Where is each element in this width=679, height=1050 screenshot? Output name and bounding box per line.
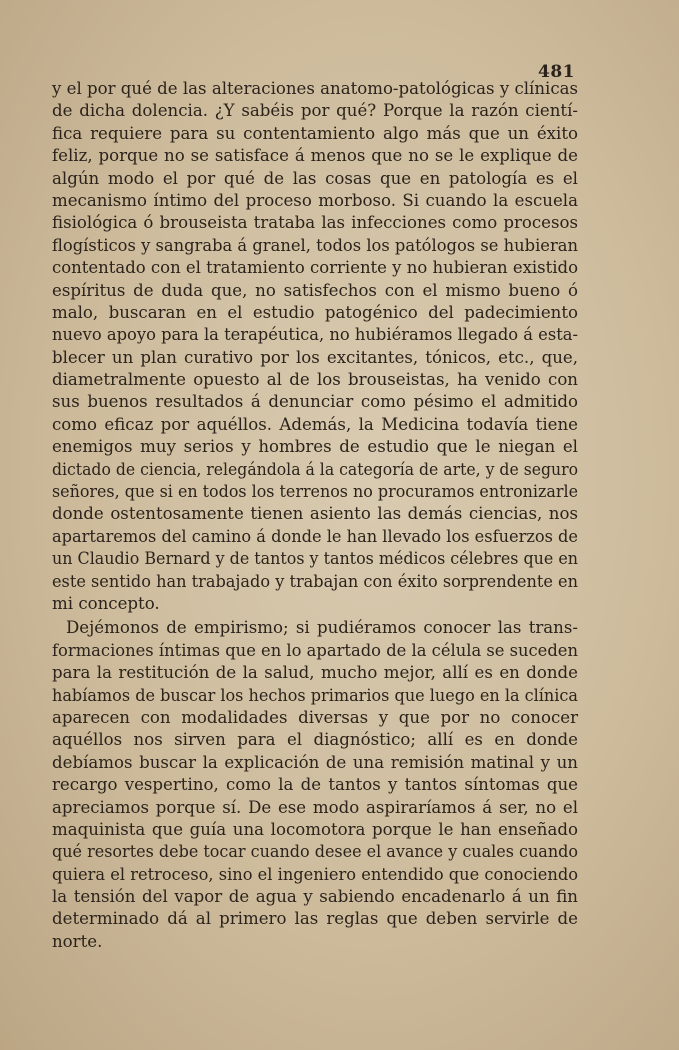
text-line: habíamos de buscar los hechos primarios que luego en la clínica: [52, 685, 578, 705]
text-line: dictado de ciencia, relegándola á la categoría de arte, y de seguro: [52, 459, 578, 479]
body-text: [52, 78, 578, 953]
paragraph-1: [52, 78, 578, 615]
text-line: este sentido han trabajado y trabajan con éxito sorprendente en: [52, 571, 578, 591]
text-line: como eficaz por aquéllos. Además, la Medicina todavía tiene: [52, 414, 578, 434]
text-line: debíamos buscar la explicación de una remisión matinal y un: [52, 752, 578, 772]
text-line: la tensión del vapor de agua y sabiendo encadenarlo á un fin: [52, 887, 578, 907]
text-line: nuevo apoyo para la terapéutica, no hubiéramos llegado á esta-: [52, 325, 578, 345]
text-line: enemigos muy serios y hombres de estudio que le niegan el: [52, 437, 578, 457]
text-line: de dicha dolencia. ¿Y sabéis por qué? Porque la razón cientí-: [52, 101, 578, 121]
text-line: y el por qué de las alteraciones anatomo-patológicas y clínicas: [52, 79, 578, 98]
text-line: aparecen con modalidades diversas y que por no conocer: [52, 707, 578, 727]
text-line: qué resortes debe tocar cuando desee el avance y cuales cuando: [52, 842, 578, 862]
text-line: apartaremos del camino á donde le han llevado los esfuerzos de: [52, 526, 578, 546]
text-line: maquinista que guía una locomotora porque le han enseñado: [52, 819, 578, 839]
text-line: mecanismo íntimo del proceso morboso. Si cuando la escuela: [52, 190, 578, 210]
text-line: quiera el retroceso, sino el ingeniero entendido que conociendo: [52, 864, 578, 884]
text-line: algún modo el por qué de las cosas que en patología es el: [52, 168, 578, 188]
text-line: contentado con el tratamiento corriente y no hubieran existido: [52, 258, 578, 278]
text-line: sus buenos resultados á denunciar como pésimo el admitido: [52, 392, 578, 412]
text-line: espíritus de duda que, no satisfechos con el mismo bueno ó: [52, 280, 578, 300]
text-line: mi concepto.: [52, 593, 160, 613]
text-line: malo, buscaran en el estudio patogénico del padecimiento: [52, 302, 578, 322]
text-line: recargo vespertino, como la de tantos y tantos síntomas que: [52, 775, 578, 795]
text-line: aquéllos nos sirven para el diagnóstico; allí es en donde: [52, 730, 578, 750]
text-line: fica requiere para su contentamiento algo más que un éxito: [52, 123, 578, 143]
text-line: norte.: [52, 931, 103, 951]
text-line: apreciamos porque sí. De ese modo aspiraríamos á ser, no el: [52, 797, 578, 817]
text-line: determinado dá al primero las reglas que deben servirle de: [52, 909, 578, 929]
text-line: fisiológica ó brouseista trataba las infecciones como procesos: [52, 213, 578, 233]
text-line: flogísticos y sangraba á granel, todos los patólogos se hubieran: [52, 235, 578, 255]
text-line: donde ostentosamente tienen asiento las demás ciencias, nos: [52, 504, 578, 524]
text-line: Dejémonos de empirismo; si pudiéramos conocer las trans-: [66, 618, 578, 638]
text-line: feliz, porque no se satisface á menos que no se le explique de: [52, 146, 578, 166]
text-line: un Claudio Bernard y de tantos y tantos médicos célebres que en: [52, 549, 578, 569]
page-number: 481: [538, 62, 575, 82]
text-line: señores, que si en todos los terrenos no procuramos entronizarle: [52, 482, 578, 502]
paragraph-2: [52, 617, 578, 953]
text-line: diametralmente opuesto al de los brouseistas, ha venido con: [52, 370, 578, 390]
text-line: formaciones íntimas que en lo apartado de la célula se suceden: [52, 640, 578, 660]
text-line: blecer un plan curativo por los excitantes, tónicos, etc., que,: [52, 347, 578, 367]
text-line: para la restitución de la salud, mucho mejor, allí es en donde: [52, 663, 578, 683]
